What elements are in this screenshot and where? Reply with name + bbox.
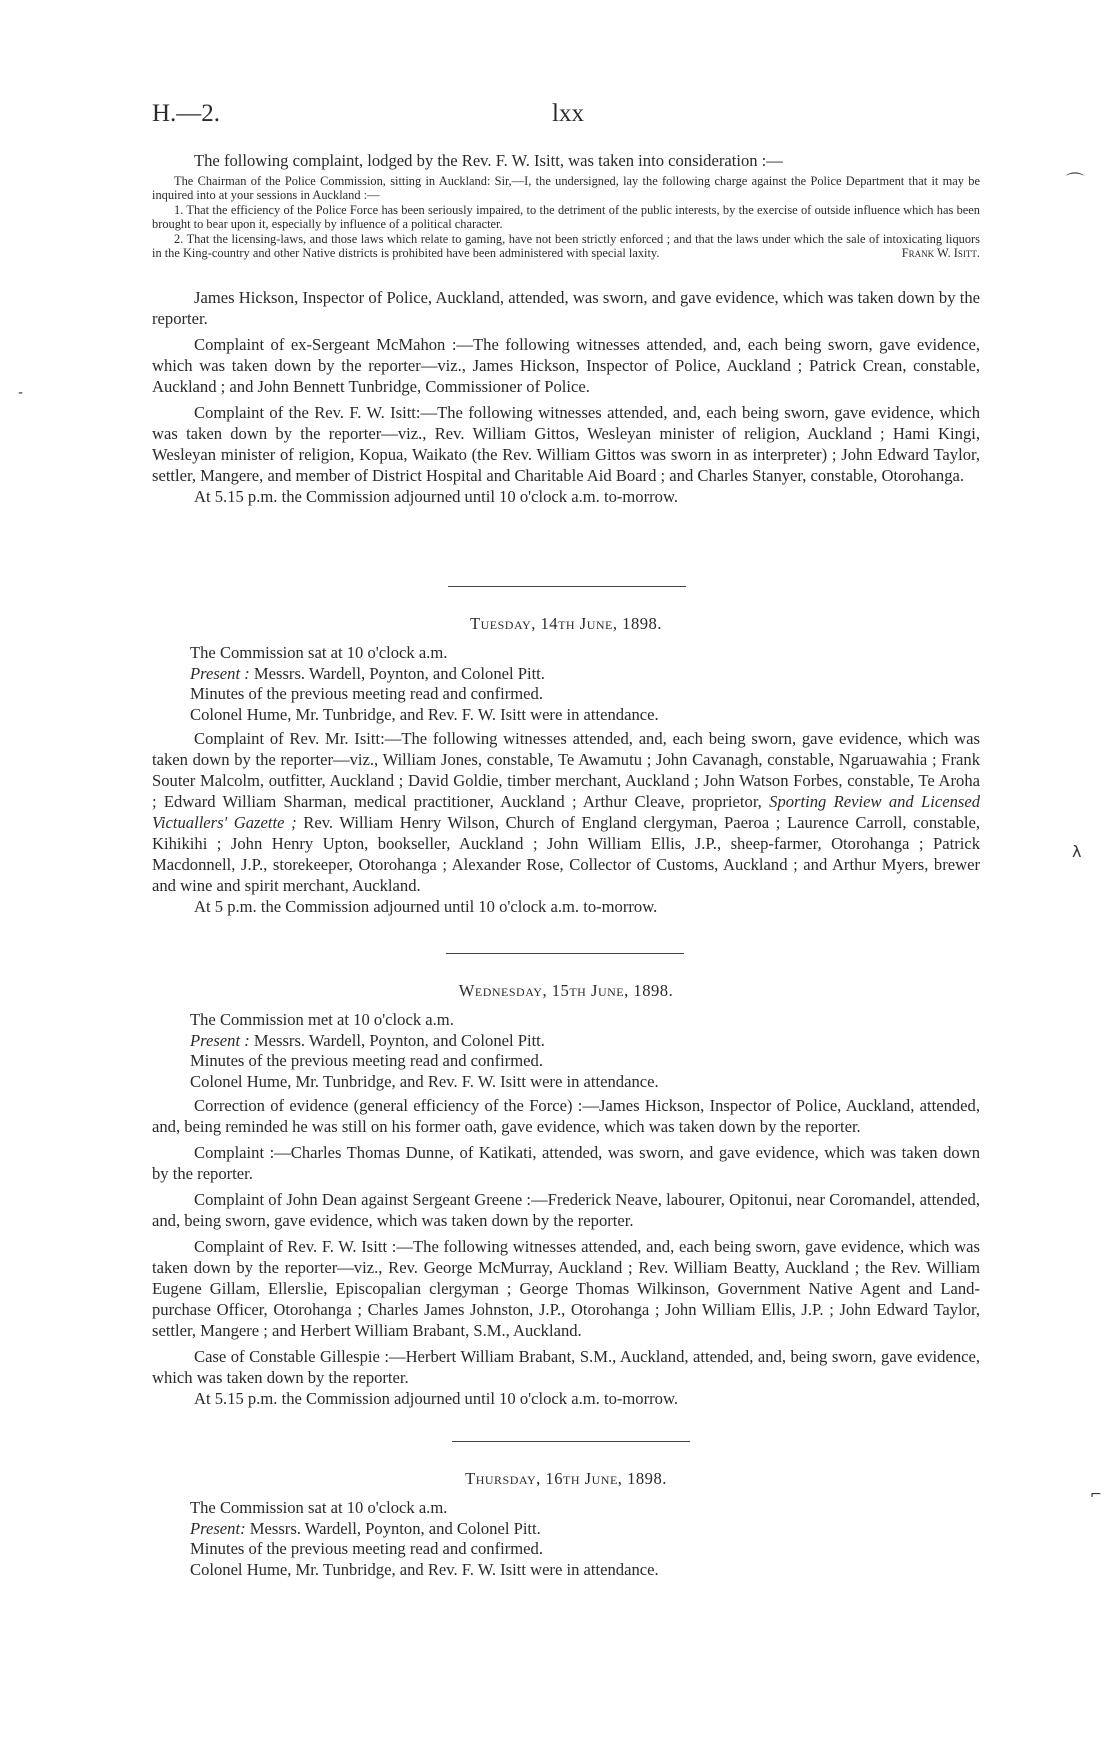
section-divider [448,586,686,587]
hickson-paragraph: James Hickson, Inspector of Police, Auckland, attended, was sworn, and gave evidence, which was taken down by the reporter. [152,288,980,328]
margin-mark: ⌐ [1090,1487,1102,1503]
thursday-in-attendance: Colonel Hume, Mr. Tunbridge, and Rev. F. W. Isitt were in attendance. [190,1559,659,1579]
tuesday-complaint-part-b: Rev. William Henry Wilson, Church of England clergyman, Paeroa ; Laurence Carroll, constable, Kihikihi ; John Henry Upton, bookseller, Auckland ; John William Ellis, J.P., sheep-farmer, Otorohanga ; Patrick Macdonnell, J.P., storekeeper, Otorohanga ; Alexander Rose, Collector of Customs, Auckland ; and Arthur Myers, brewer and wine and spirit merchant, Auckland. [152,813,980,895]
paper-reference: H.—2. [152,100,221,127]
thursday-present [152,1519,980,1540]
wednesday-date: Wednesday, 15th June, 1898. [458,981,674,1000]
tuesday-complaint-part-a: Complaint of Rev. Mr. Isitt:—The following witnesses attended, and, each being sworn, gave evidence, which was taken down by the reporter—viz., William Jones, constable, Te Awamutu ; John Cavanagh, constable, Ngaruawahia ; Frank Souter Malcolm, outfitter, Auckland ; David Goldie, timber merchant, Auckland ; John Watson Forbes, constable, Te Aroha ; Edward William Sharman, medical practitioner, Auckland ; Arthur Cleave, proprietor, [152,729,980,811]
wednesday-met: The Commission met at 10 o'clock a.m. [190,1010,454,1029]
wednesday-adjourn: At 5.15 p.m. the Commission adjourned until 10 o'clock a.m. to-morrow. [194,1389,678,1408]
tuesday-sat: The Commission sat at 10 o'clock a.m. [190,643,448,662]
tuesday-date: Tuesday, 14th June, 1898. [470,614,662,633]
tuesday-present [152,664,980,685]
present-members: Messrs. Wardell, Poynton, and Colonel Pitt. [249,663,545,683]
adjourn-paragraph: At 5.15 p.m. the Commission adjourned until 10 o'clock a.m. to-morrow. [194,487,678,506]
publication-title: Sporting Review and Licensed Victuallers' Gazette ; [152,792,980,832]
gillespie-paragraph: Case of Constable Gillespie :—Herbert William Brabant, S.M., Auckland, attended, and, being sworn, gave evidence, which was taken down by the reporter. [152,1347,980,1387]
wednesday-minutes: Minutes of the previous meeting read and confirmed. [190,1051,543,1070]
present-members: Messrs. Wardell, Poynton, and Colonel Pitt. [249,1030,545,1050]
tuesday-complaint [152,728,980,896]
correction-paragraph: Correction of evidence (general efficiency of the Force) :—James Hickson, Inspector of Police, Auckland, attended, and, being reminded he was still on his former oath, gave evidence, which was taken down by the reporter. [152,1096,980,1136]
tuesday-minutes: Minutes of the previous meeting read and confirmed. [190,684,543,703]
margin-mark: λ [1072,842,1082,861]
intro-block [152,150,980,176]
section-divider [446,953,684,954]
mcmahon-paragraph: Complaint of ex-Sergeant McMahon :—The following witnesses attended, and, each being sworn, gave evidence, which was taken down by the reporter—viz., James Hickson, Inspector of Police, Auckland ; Patrick Crean, constable, Auckland ; and John Bennett Tunbridge, Commissioner of Police. [152,335,980,396]
present-label: Present: [190,1518,246,1538]
letter-point-1: 1. That the efficiency of the Police Force has been seriously impaired, to the detriment of the public interests, by the exercise of outside influence which has been brought to bear upon it, especially by influence of a political character. [152,203,980,231]
margin-mark: - [18,385,24,401]
wednesday-body [152,1095,980,1414]
letter-salutation: The Chairman of the Police Commission, sitting in Auckland: Sir,—I, the undersigned, lay the following charge against the Police Department that it may be inquired into at your sessions in Auckland :— [152,174,980,202]
dunne-paragraph: Complaint :—Charles Thomas Dunne, of Katikati, attended, was sworn, and gave evidence, which was taken down by the reporter. [152,1143,980,1183]
present-label: Present : [190,663,250,683]
tuesday-in-attendance: Colonel Hume, Mr. Tunbridge, and Rev. F. W. Isitt were in attendance. [190,704,659,724]
section-1 [152,287,980,512]
tuesday-body [152,728,980,922]
thursday-sat: The Commission sat at 10 o'clock a.m. [190,1498,448,1517]
letter-point-2-text: 2. That the licensing-laws, and those laws which relate to gaming, have not been strictly enforced ; and that the laws under which the sale of intoxicating liquors in the King-country and other Native districts is prohibited have been administered with special laxity. [152,232,980,260]
thursday-section [152,1469,980,1489]
complaint-letter [152,174,980,261]
wednesday-section [152,981,980,1001]
present-members: Messrs. Wardell, Poynton, and Colonel Pitt. [245,1518,541,1538]
page-number: lxx [552,100,584,127]
thursday-date: Thursday, 16th June, 1898. [465,1469,667,1488]
wednesday-in-attendance: Colonel Hume, Mr. Tunbridge, and Rev. F. W. Isitt were in attendance. [190,1071,659,1091]
thursday-minutes: Minutes of the previous meeting read and confirmed. [190,1539,543,1558]
tuesday-section [152,614,980,634]
thursday-attendance [152,1498,980,1580]
isitt-paragraph: Complaint of the Rev. F. W. Isitt:—The following witnesses attended, and, each being sworn, gave evidence, which was taken down by the reporter—viz., Rev. William Gittos, Wesleyan minister of religion, Auckland ; Hami Kingi, Wesleyan minister of religion, Kopua, Waikato (the Rev. William Gittos was sworn in as interpreter) ; John Edward Taylor, settler, Mangere, and member of District Hospital and Charitable Aid Board ; and Charles Stanyer, constable, Otorohanga. [152,403,980,485]
page-header [152,100,982,134]
wednesday-attendance [152,1010,980,1092]
section-divider [452,1441,690,1442]
dean-paragraph: Complaint of John Dean against Sergeant Greene :—Frederick Neave, labourer, Opitonui, near Coromandel, attended, and, being sworn, gave evidence, which was taken down by the reporter. [152,1190,980,1230]
letter-point-2 [152,232,980,260]
isitt-complaint-paragraph: Complaint of Rev. F. W. Isitt :—The following witnesses attended, and, each being sworn, gave evidence, which was taken down by the reporter—viz., Rev. George McMurray, Auckland ; Rev. William Beatty, Auckland ; the Rev. William Eugene Gillam, Ellerslie, Episcopalian clergyman ; George Thomas Wilkinson, Government Native Agent and Land-purchase Officer, Otorohanga ; Charles James Johnston, J.P., Otorohanga ; John William Ellis, J.P. ; John Edward Taylor, settler, Mangere ; and Herbert William Brabant, S.M., Auckland. [152,1237,980,1340]
letter-signature: Frank W. Isitt. [901,246,980,260]
margin-mark: ⌒ [1066,172,1084,193]
wednesday-present [152,1031,980,1052]
tuesday-attendance [152,643,980,725]
present-label: Present : [190,1030,250,1050]
tuesday-adjourn: At 5 p.m. the Commission adjourned until 10 o'clock a.m. to-morrow. [194,897,658,916]
intro-paragraph: The following complaint, lodged by the Rev. F. W. Isitt, was taken into consideration :— [194,151,783,170]
